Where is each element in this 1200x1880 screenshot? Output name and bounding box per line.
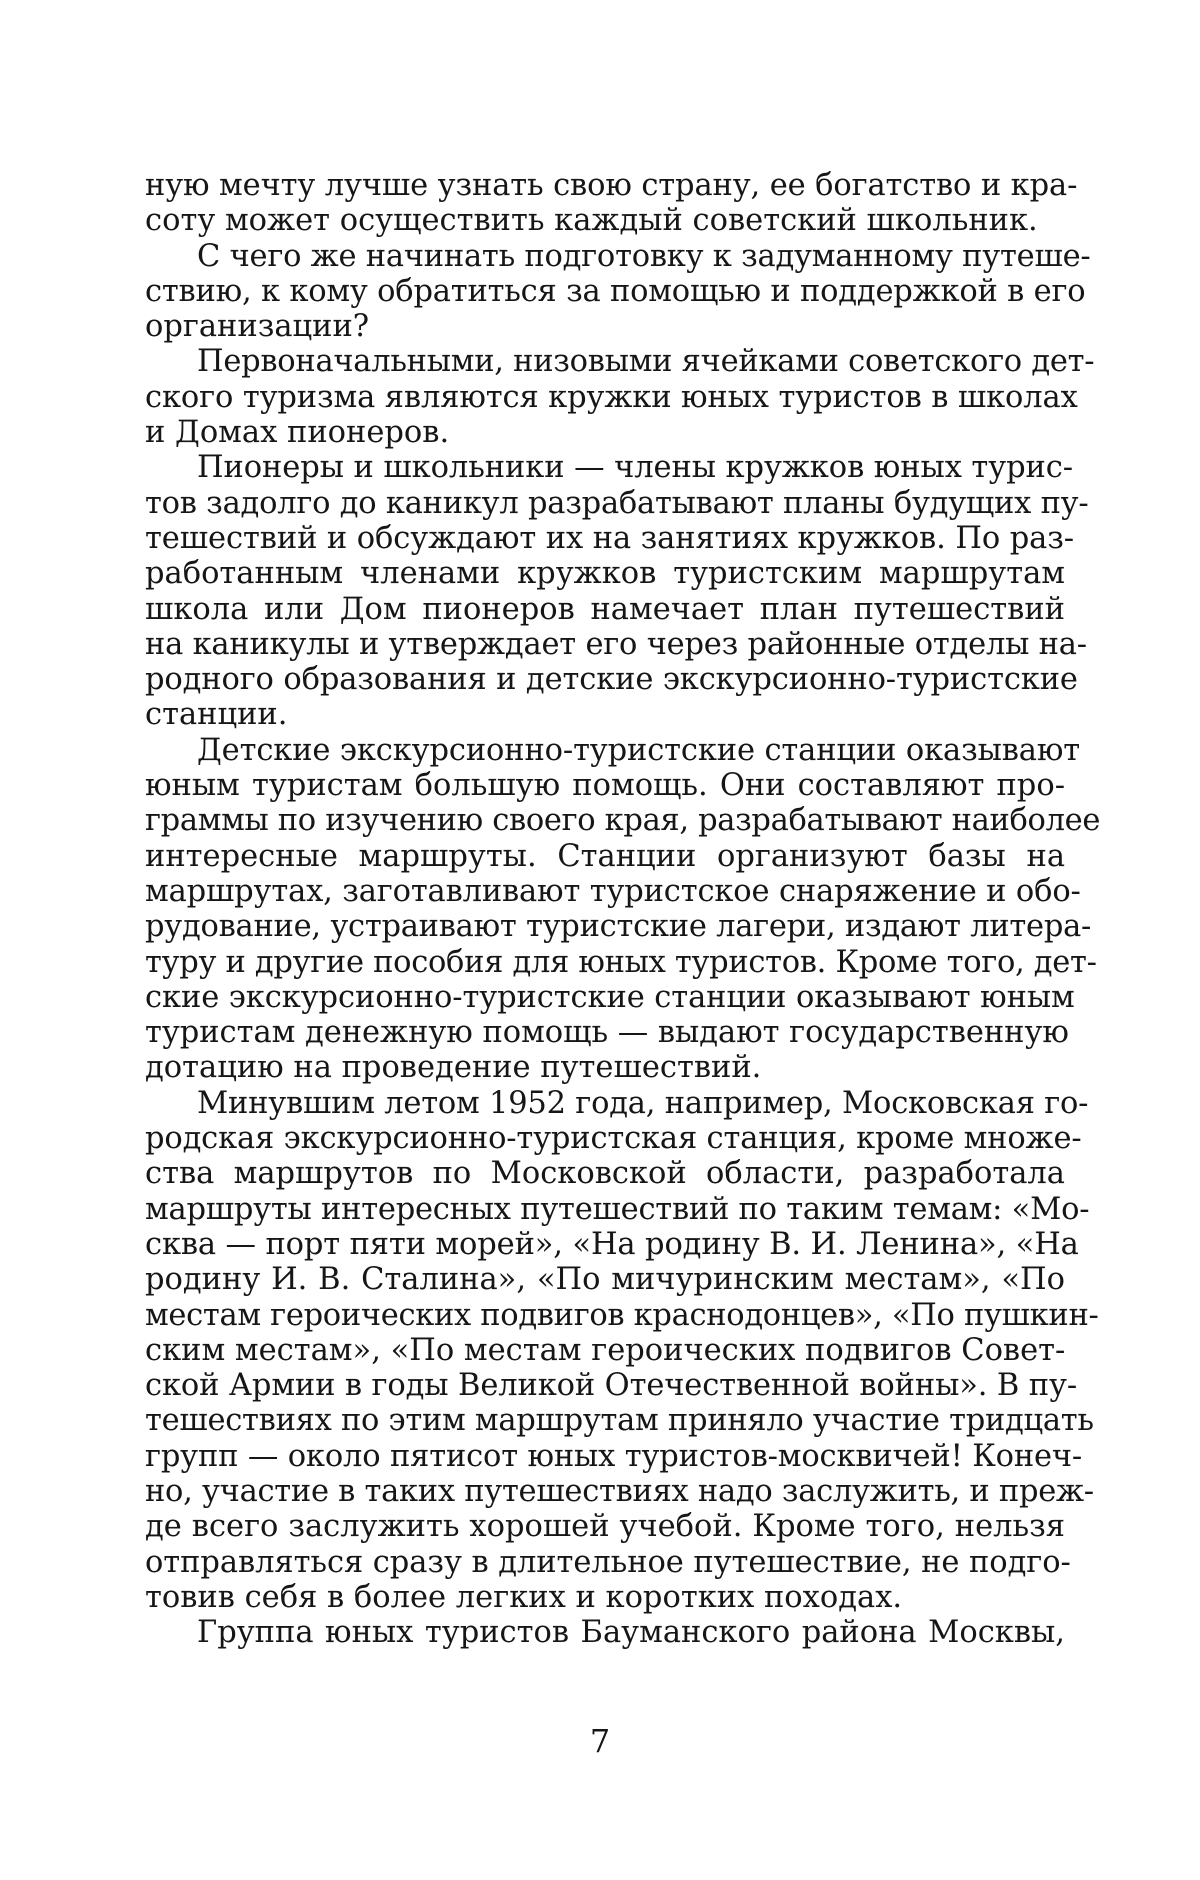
text-line: юным туристам большую помощь. Они составляют про-	[145, 768, 1065, 803]
text-line: рудование, устраивают туристские лагери, издают литера-	[145, 909, 1065, 944]
paragraph	[145, 733, 1065, 1086]
text-line: работанным членами кружков туристским маршрутам	[145, 556, 1065, 591]
text-line: ской Армии в годы Великой Отечественной войны». В пу-	[145, 1368, 1065, 1403]
text-line: Группа юных туристов Бауманского района Москвы,	[145, 1615, 1065, 1650]
text-line: тов задолго до каникул разрабатывают планы будущих пу-	[145, 486, 1065, 521]
text-line: тешествиях по этим маршрутам приняло участие тридцать	[145, 1403, 1065, 1438]
text-line: организации?	[145, 309, 1065, 344]
text-line: родного образования и детские экскурсионно-туристские	[145, 662, 1065, 697]
text-line: ную мечту лучше узнать свою страну, ее богатство и кра-	[145, 168, 1065, 203]
text-line: С чего же начинать подготовку к задуманному путеше-	[145, 239, 1065, 274]
paragraph	[145, 1086, 1065, 1615]
text-line: соту может осуществить каждый советский школьник.	[145, 203, 1065, 238]
text-line: тешествий и обсуждают их на занятиях кружков. По раз-	[145, 521, 1065, 556]
text-line: де всего заслужить хорошей учебой. Кроме того, нельзя	[145, 1509, 1065, 1544]
text-line: Первоначальными, низовыми ячейками советского дет-	[145, 344, 1065, 379]
text-line: ским местам», «По местам героических подвигов Совет-	[145, 1333, 1065, 1368]
text-line: местам героических подвигов краснодонцев», «По пушкин-	[145, 1298, 1065, 1333]
paragraph	[145, 1615, 1065, 1650]
text-line: ского туризма являются кружки юных туристов в школах	[145, 380, 1065, 415]
text-line: маршрутах, заготавливают туристское снаряжение и обо-	[145, 874, 1065, 909]
text-line: ства маршрутов по Московской области, разработала	[145, 1156, 1065, 1191]
body-text	[145, 168, 1065, 1650]
text-line: ствию, к кому обратиться за помощью и поддержкой в его	[145, 274, 1065, 309]
text-line: товив себя в более легких и коротких походах.	[145, 1580, 1065, 1615]
text-line: групп — около пятисот юных туристов-москвичей! Конеч-	[145, 1439, 1065, 1474]
paragraph	[145, 168, 1065, 239]
text-line: интересные маршруты. Станции организуют базы на	[145, 839, 1065, 874]
text-line: сква — порт пяти морей», «На родину В. И. Ленина», «На	[145, 1227, 1065, 1262]
text-line: станции.	[145, 697, 1065, 732]
text-line: Минувшим летом 1952 года, например, Московская го-	[145, 1086, 1065, 1121]
text-line: родину И. В. Сталина», «По мичуринским местам», «По	[145, 1262, 1065, 1297]
book-page	[0, 0, 1200, 1880]
text-line: Детские экскурсионно-туристские станции оказывают	[145, 733, 1065, 768]
text-line: но, участие в таких путешествиях надо заслужить, и преж-	[145, 1474, 1065, 1509]
text-line: Пионеры и школьники — члены кружков юных турис-	[145, 450, 1065, 485]
text-line: отправляться сразу в длительное путешествие, не подго-	[145, 1545, 1065, 1580]
text-line: граммы по изучению своего края, разрабатывают наиболее	[145, 803, 1065, 838]
text-line: маршруты интересных путешествий по таким темам: «Мо-	[145, 1192, 1065, 1227]
paragraph	[145, 344, 1065, 450]
paragraph	[145, 239, 1065, 345]
page-number: 7	[0, 1722, 1200, 1760]
text-line: и Домах пионеров.	[145, 415, 1065, 450]
text-line: на каникулы и утверждает его через районные отделы на-	[145, 627, 1065, 662]
text-line: родская экскурсионно-туристская станция, кроме множе-	[145, 1121, 1065, 1156]
text-line: туру и другие пособия для юных туристов. Кроме того, дет-	[145, 945, 1065, 980]
text-line: дотацию на проведение путешествий.	[145, 1050, 1065, 1085]
text-line: туристам денежную помощь — выдают государственную	[145, 1015, 1065, 1050]
paragraph	[145, 450, 1065, 732]
text-line: школа или Дом пионеров намечает план путешествий	[145, 592, 1065, 627]
text-line: ские экскурсионно-туристские станции оказывают юным	[145, 980, 1065, 1015]
